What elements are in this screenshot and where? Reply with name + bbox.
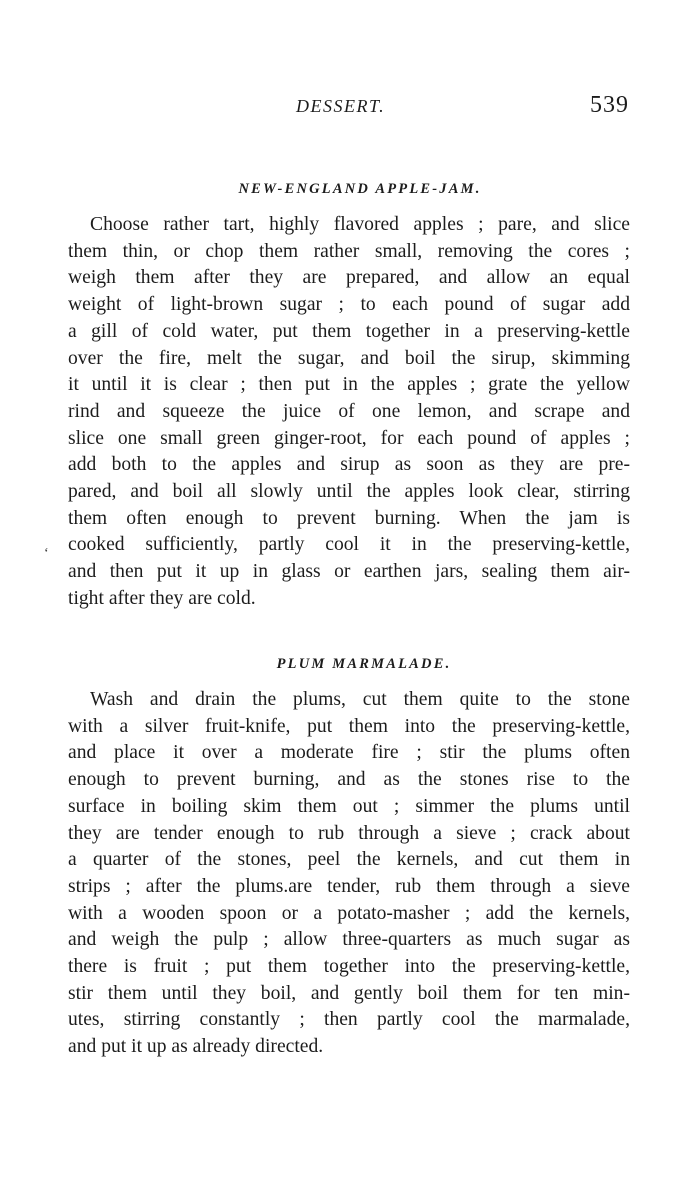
- text-line: utes, stirring constantly ; then partly cool the marmalade,: [68, 1009, 630, 1031]
- text-line: and put it up as already directed.: [68, 1036, 324, 1058]
- page-number: 539: [590, 92, 629, 118]
- text-line: and weigh the pulp ; allow three-quarters as much sugar as: [68, 929, 630, 951]
- text-line: weight of light-brown sugar ; to each pound of sugar add: [68, 294, 630, 316]
- text-line: pared, and boil all slowly until the apples look clear, stirring: [68, 481, 630, 503]
- margin-mark: ‘: [44, 546, 49, 561]
- text-line: a gill of cold water, put them together in a preserving-kettle: [68, 320, 630, 342]
- recipe-section-apple-jam: [68, 178, 630, 613]
- text-line: cooked sufficiently, partly cool it in the preserving-kettle,: [68, 534, 630, 556]
- text-line: with a silver fruit-knife, put them into the preserving-kettle,: [68, 715, 630, 737]
- text-line: weigh them after they are prepared, and allow an equal: [68, 267, 630, 289]
- running-title: DESSERT.: [296, 96, 386, 116]
- text-line: over the fire, melt the sugar, and boil the sirup, skimming: [68, 347, 630, 369]
- text-line: tight after they are cold.: [68, 587, 256, 609]
- text-line: a quarter of the stones, peel the kernels, and cut them in: [68, 849, 630, 871]
- text-line: and place it over a moderate fire ; stir the plums often: [68, 742, 630, 764]
- text-line: surface in boiling skim them out ; simmer the plums until: [68, 795, 630, 817]
- text-line: strips ; after the plums.are tender, rub them through a sieve: [68, 875, 630, 897]
- running-head: [0, 92, 700, 126]
- recipe-section-plum-marmalade: [68, 653, 630, 1061]
- text-line: rind and squeeze the juice of one lemon, and scrape and: [68, 400, 630, 422]
- text-line: they are tender enough to rub through a sieve ; crack about: [68, 822, 630, 844]
- recipe-heading: PLUM MARMALADE.: [276, 656, 452, 672]
- text-line: Choose rather tart, highly flavored apples ; pare, and slice: [90, 214, 630, 235]
- text-line: add both to the apples and sirup as soon as they are pre-: [68, 454, 630, 476]
- text-line: it until it is clear ; then put in the apples ; grate the yellow: [68, 374, 630, 396]
- recipe-body: [68, 687, 630, 1061]
- text-line: stir them until they boil, and gently boil them for ten min-: [68, 982, 630, 1004]
- text-line: enough to prevent burning, and as the stones rise to the: [68, 769, 630, 791]
- text-line: them often enough to prevent burning. When the jam is: [68, 507, 630, 529]
- text-line: slice one small green ginger-root, for each pound of apples ;: [68, 427, 630, 449]
- text-line: there is fruit ; put them together into the preserving-kettle,: [68, 956, 630, 978]
- text-line: Wash and drain the plums, cut them quite to the stone: [90, 689, 630, 710]
- recipe-body: [68, 212, 630, 613]
- text-line: them thin, or chop them rather small, removing the cores ;: [68, 240, 630, 262]
- text-line: with a wooden spoon or a potato-masher ; add the kernels,: [68, 902, 630, 924]
- text-line: and then put it up in glass or earthen jars, sealing them air-: [68, 561, 630, 583]
- recipe-heading: NEW-ENGLAND APPLE-JAM.: [238, 181, 482, 197]
